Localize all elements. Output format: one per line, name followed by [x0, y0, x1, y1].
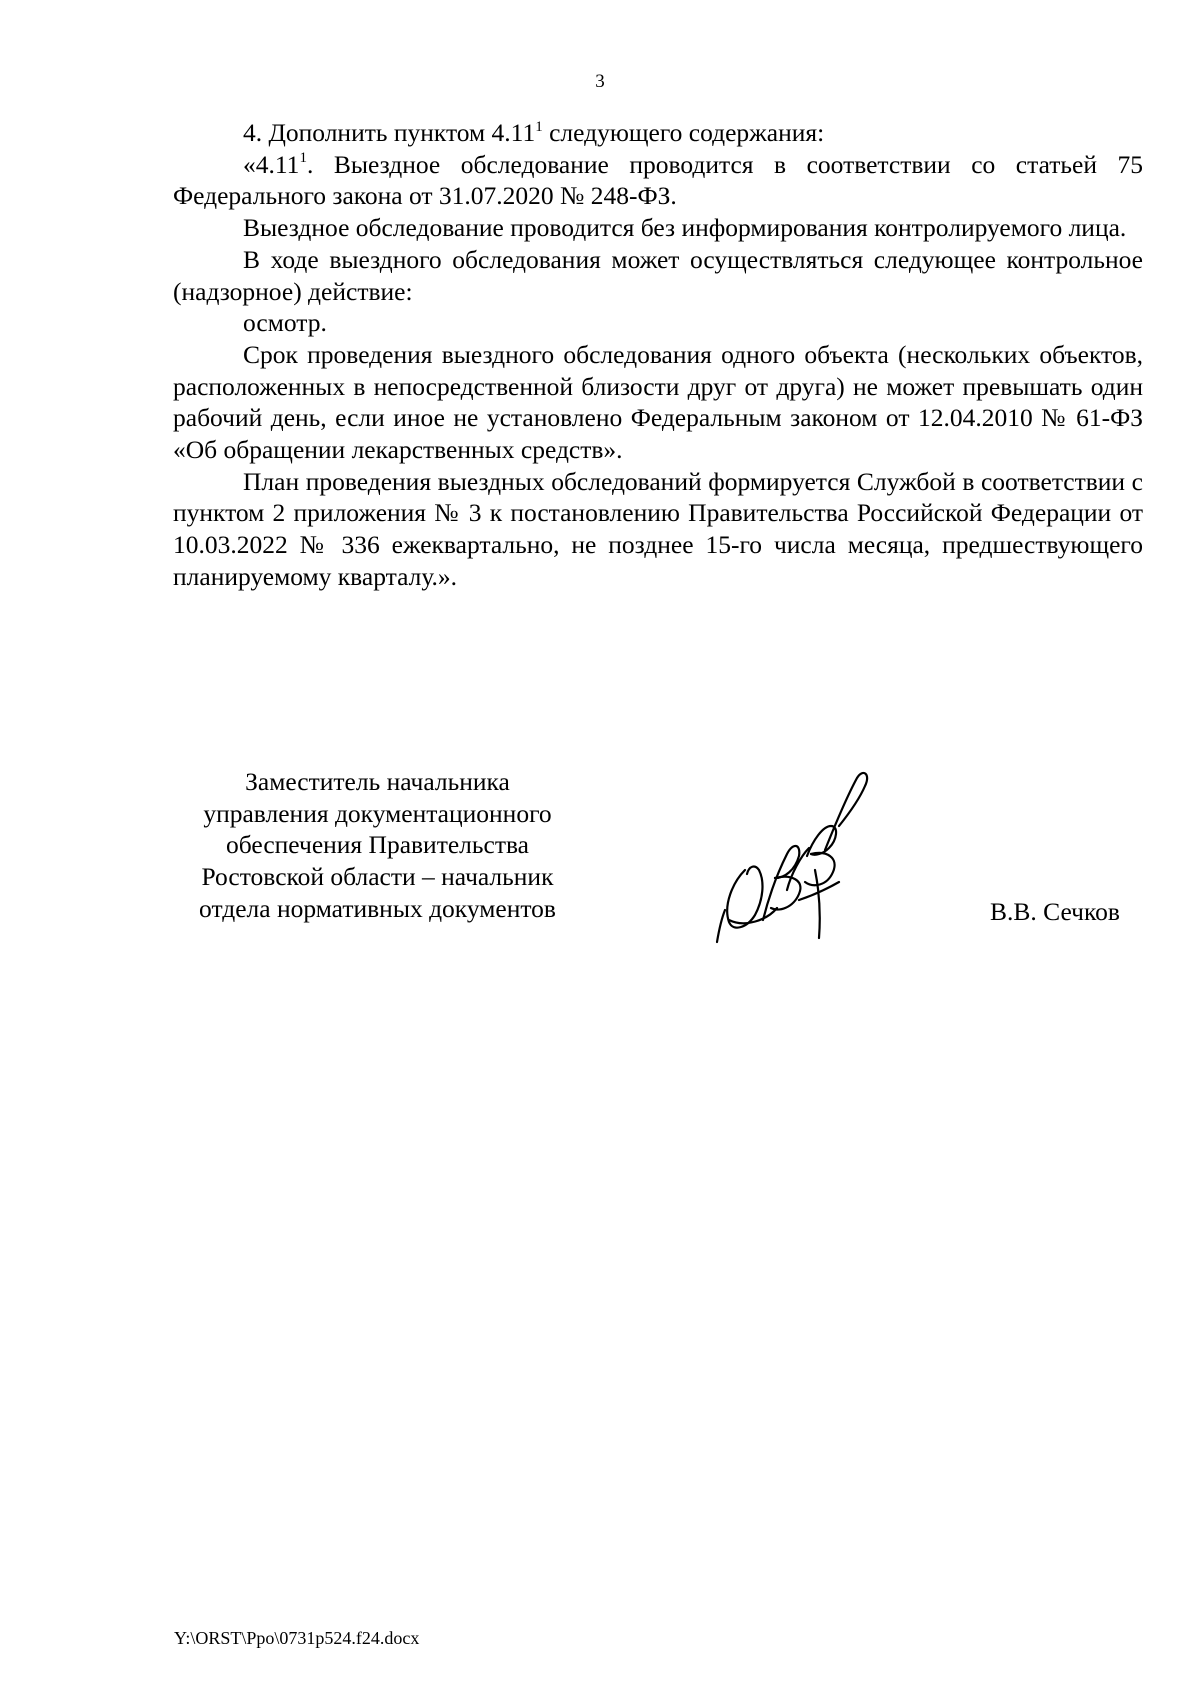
paragraph-term: Срок проведения выездного обследования одного объекта (нескольких объектов, расположенных в непосредственной близости друг от друга) не может превышать один рабочий день, если иное не установлено Федеральным законом от 12.04.2010 № 61-ФЗ «Об обращении лекарственных средств».	[173, 339, 1143, 465]
paragraph-amendment-intro: 4. Дополнить пунктом 4.11$^1$ следующего содержания:	[243, 118, 825, 147]
file-path-footer: Y:\ORST\Ppo\0731p524.f24.docx	[174, 1628, 420, 1648]
signatory-title-line: отдела нормативных документов	[199, 893, 556, 923]
document-body	[173, 117, 1143, 593]
signatory-title-line: обеспечения Правительства	[226, 830, 529, 860]
signatory-title-line: Ростовской области – начальник	[201, 862, 554, 892]
paragraph-inspection: осмотр.	[243, 308, 327, 338]
paragraph-plan: План проведения выездных обследований формируется Службой в соответствии с пунктом 2 приложения № 3 к постановлению Правительства Российской Федерации от 10.03.2022 № 336 ежеквартально, не позднее 15-го числа месяца, предшествующего планируемому кварталу.».	[173, 466, 1143, 591]
signatory-title	[175, 766, 580, 925]
page-number: 3	[595, 71, 605, 92]
paragraph-no-notification: Выездное обследование проводится без информирования контролируемого лица.	[243, 213, 1127, 243]
signatory-title-line: Заместитель начальника	[245, 767, 510, 796]
paragraph-clause-4-11-1: «4.11$^1$. Выездное обследование проводится в соответствии со статьей 75 Федерального закона от 31.07.2020 № 248-ФЗ.	[173, 149, 1143, 211]
signatory-name: В.В. Сечков	[990, 897, 1120, 926]
superscript: 1	[535, 118, 543, 135]
superscript: 1	[299, 150, 307, 167]
handwritten-signature-icon	[715, 770, 885, 945]
signatory-title-line: управления документационного	[203, 798, 552, 828]
paragraph-control-action: В ходе выездного обследования может осуществляться следующее контрольное (надзорное) действие:	[173, 244, 1143, 306]
